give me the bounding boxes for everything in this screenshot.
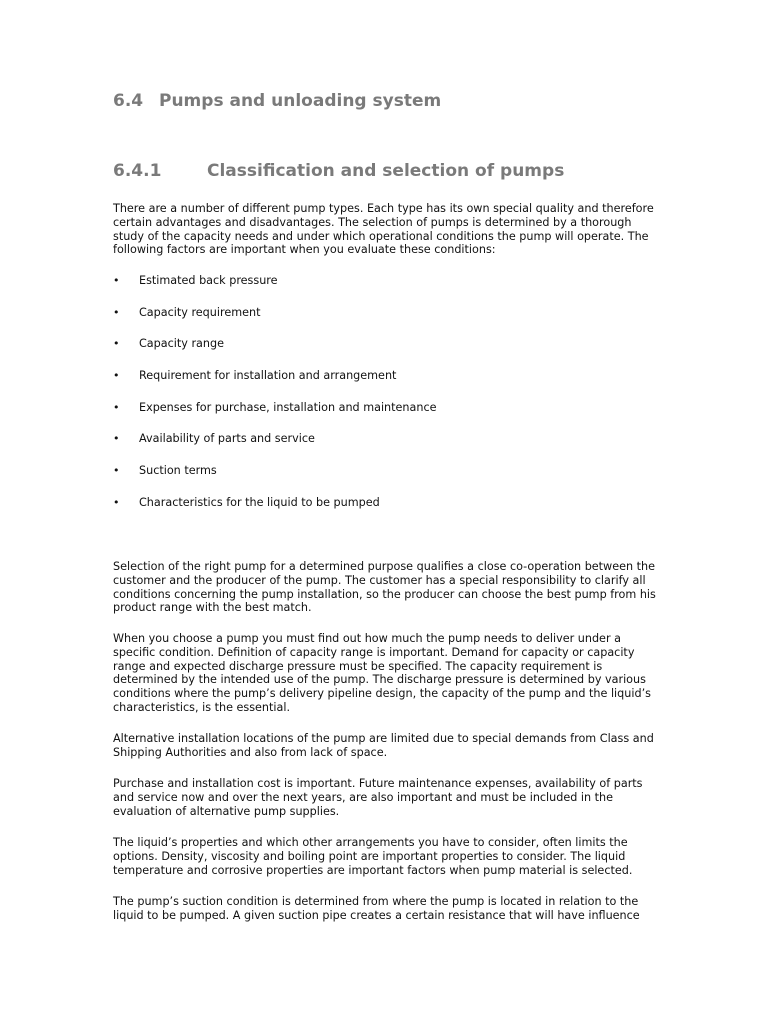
list-item-text: Capacity requirement xyxy=(139,305,261,319)
section-heading xyxy=(113,91,441,111)
subsection-heading xyxy=(113,161,564,181)
list-item-text: Estimated back pressure xyxy=(139,274,278,287)
bullet-icon: • xyxy=(113,305,120,319)
bullet-icon: • xyxy=(113,495,120,509)
bullet-icon: • xyxy=(113,464,120,478)
body-paragraph-capacity: When you choose a pump you must find out how much the pump needs to deliver under a specific condition. Definition of capacity range is important. Demand for capacity or capacity range and expected discharge pressure must be specified. The capacity requirement is determined by the intended use of the pump. The discharge pressure is determined by various conditions where the pump’s delivery pipeline design, the capacity of the pump and the liquid’s characteristics, is the essential. xyxy=(113,632,651,714)
section-number: 6.4 xyxy=(113,91,144,111)
body-paragraph-selection: Selection of the right pump for a determined purpose qualifies a close co-operation between the customer and the producer of the pump. The customer has a special responsibility to clarify all conditions concerning the pump installation, so the producer can choose the best pump from his product range with the best match. xyxy=(113,560,656,615)
list-item-text: Suction terms xyxy=(139,464,217,478)
bullet-icon: • xyxy=(113,369,120,383)
subsection-title: Classification and selection of pumps xyxy=(207,161,565,181)
list-item-text: Requirement for installation and arrangement xyxy=(139,369,397,383)
body-paragraph-liquid: The liquid’s properties and which other arrangements you have to consider, often limits the options. Density, viscosity and boiling point are important properties to consider. The liquid temperature and corrosive properties are important factors when pump material is selected. xyxy=(113,836,633,877)
list-item-text: Expenses for purchase, installation and maintenance xyxy=(139,400,437,414)
list-item-text: Capacity range xyxy=(139,337,224,351)
intro-paragraph: There are a number of different pump types. Each type has its own special quality and therefore certain advantages and disadvantages. The selection of pumps is determined by a thorough study of the capacity needs and under which operational conditions the pump will operate. The following factors are important when you evaluate these conditions: xyxy=(113,202,654,257)
body-paragraph-installation: Alternative installation locations of the pump are limited due to special demands from Class and Shipping Authorities and also from lack of space. xyxy=(113,732,654,759)
bullet-icon: • xyxy=(113,274,120,287)
bullet-icon: • xyxy=(113,337,120,351)
body-paragraph-cost: Purchase and installation cost is important. Future maintenance expenses, availability of parts and service now and over the next years, are also important and must be included in the evaluation of alternative pump supplies. xyxy=(113,777,643,818)
list-item-text: Availability of parts and service xyxy=(139,432,315,446)
section-title: Pumps and unloading system xyxy=(159,91,442,111)
body-paragraph-suction: The pump’s suction condition is determined from where the pump is located in relation to the liquid to be pumped. A given suction pipe creates a certain resistance that will have influence xyxy=(113,895,640,922)
bullet-icon: • xyxy=(113,432,120,446)
list-item-text: Characteristics for the liquid to be pumped xyxy=(139,495,380,509)
subsection-number: 6.4.1 xyxy=(113,161,162,181)
bullet-icon: • xyxy=(113,400,120,414)
